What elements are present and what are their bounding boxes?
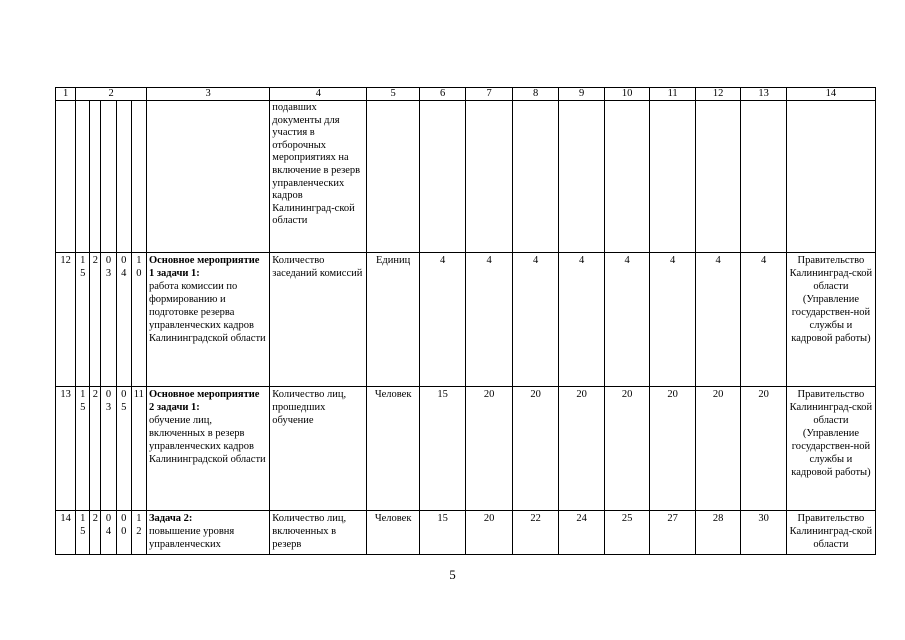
executor-cell: Правительство Калининград-ской области (Управление государствен-ной службы и кадровой работы) <box>786 387 875 511</box>
header-row <box>56 88 876 101</box>
unit-cell: Человек <box>367 511 420 555</box>
value-cell: 15 <box>419 387 466 511</box>
measure-description: обучение лиц, включенных в резерв управленческих кадров Калининградской области <box>148 415 266 465</box>
measure-description: повышение уровня управленческих <box>148 526 235 550</box>
header-cell: 14 <box>786 88 875 101</box>
cell-empty <box>146 101 269 253</box>
continuation-row <box>56 101 876 253</box>
indicator-cell: Количество лиц, прошедших обучение <box>270 387 367 511</box>
cell-empty <box>419 101 466 253</box>
value-cell: 20 <box>512 387 559 511</box>
header-cell: 6 <box>419 88 466 101</box>
value-cell: 20 <box>559 387 604 511</box>
code-cell: 15 <box>76 387 90 511</box>
value-cell: 15 <box>419 511 466 555</box>
cell-empty <box>604 101 649 253</box>
code-cell: 03 <box>101 387 116 511</box>
code-cell: 15 <box>76 511 90 555</box>
value-cell: 30 <box>741 511 786 555</box>
value-cell: 20 <box>466 387 513 511</box>
executor-cell: Правительство Калининград-ской области (Управление государствен-ной службы и кадровой работы) <box>786 253 875 387</box>
header-cell: 2 <box>76 88 147 101</box>
indicators-table <box>55 87 876 555</box>
code-cell: 2 <box>90 511 101 555</box>
value-cell: 27 <box>650 511 695 555</box>
header-cell: 8 <box>512 88 559 101</box>
cell-empty <box>650 101 695 253</box>
cell-empty <box>741 101 786 253</box>
cell-empty <box>116 101 131 253</box>
cell-empty <box>695 101 740 253</box>
header-cell: 10 <box>604 88 649 101</box>
value-cell: 4 <box>741 253 786 387</box>
code-cell: 10 <box>131 253 146 387</box>
code-cell: 2 <box>90 387 101 511</box>
unit-cell: Единиц <box>367 253 420 387</box>
row-number: 12 <box>56 253 76 387</box>
header-cell: 4 <box>270 88 367 101</box>
executor-cell: Правительство Калининград-ской области <box>786 511 875 555</box>
value-cell: 20 <box>466 511 513 555</box>
header-cell: 5 <box>367 88 420 101</box>
value-cell: 4 <box>512 253 559 387</box>
measure-name-cell <box>146 511 269 555</box>
value-cell: 4 <box>419 253 466 387</box>
value-cell: 20 <box>604 387 649 511</box>
cell-empty <box>56 101 76 253</box>
value-cell: 4 <box>604 253 649 387</box>
value-cell: 4 <box>650 253 695 387</box>
value-cell: 4 <box>695 253 740 387</box>
table-row <box>56 511 876 555</box>
indicator-cell: Количество лиц, включенных в резерв <box>270 511 367 555</box>
value-cell: 20 <box>650 387 695 511</box>
code-cell: 12 <box>131 511 146 555</box>
measure-name-cell <box>146 387 269 511</box>
value-cell: 28 <box>695 511 740 555</box>
header-cell: 7 <box>466 88 513 101</box>
value-cell: 22 <box>512 511 559 555</box>
measure-title: Основное мероприятие 1 задачи 1: <box>148 255 260 279</box>
table-row <box>56 387 876 511</box>
measure-name-cell <box>146 253 269 387</box>
cell-empty <box>367 101 420 253</box>
cell-empty <box>131 101 146 253</box>
cell-empty <box>466 101 513 253</box>
header-cell: 1 <box>56 88 76 101</box>
value-cell: 20 <box>741 387 786 511</box>
row-number: 13 <box>56 387 76 511</box>
table-row <box>56 253 876 387</box>
code-cell: 04 <box>116 253 131 387</box>
code-cell: 2 <box>90 253 101 387</box>
value-cell: 4 <box>466 253 513 387</box>
cell-empty <box>76 101 90 253</box>
code-cell: 04 <box>101 511 116 555</box>
cell-empty <box>90 101 101 253</box>
code-cell: 11 <box>131 387 146 511</box>
cell-empty <box>101 101 116 253</box>
value-cell: 25 <box>604 511 649 555</box>
value-cell: 20 <box>695 387 740 511</box>
code-cell: 00 <box>116 511 131 555</box>
code-cell: 05 <box>116 387 131 511</box>
cell-empty <box>512 101 559 253</box>
cell-empty <box>786 101 875 253</box>
header-cell: 13 <box>741 88 786 101</box>
header-cell: 9 <box>559 88 604 101</box>
indicator-cell: Количество заседаний комиссий <box>270 253 367 387</box>
code-cell: 15 <box>76 253 90 387</box>
code-cell: 03 <box>101 253 116 387</box>
value-cell: 4 <box>559 253 604 387</box>
value-cell: 24 <box>559 511 604 555</box>
header-cell: 3 <box>146 88 269 101</box>
unit-cell: Человек <box>367 387 420 511</box>
measure-description: работа комиссии по формированию и подготовке резерва управленческих кадров Калининградской области <box>148 281 266 344</box>
cell-empty <box>559 101 604 253</box>
header-cell: 11 <box>650 88 695 101</box>
row-number: 14 <box>56 511 76 555</box>
header-cell: 12 <box>695 88 740 101</box>
continuation-indicator: подавших документы для участия в отборочных мероприятиях на включение в резерв управленческих кадров Калининград-ской области <box>270 101 367 253</box>
page-number: 5 <box>449 567 456 582</box>
measure-title: Основное мероприятие 2 задачи 1: <box>148 389 260 413</box>
measure-title: Задача 2: <box>148 513 193 524</box>
